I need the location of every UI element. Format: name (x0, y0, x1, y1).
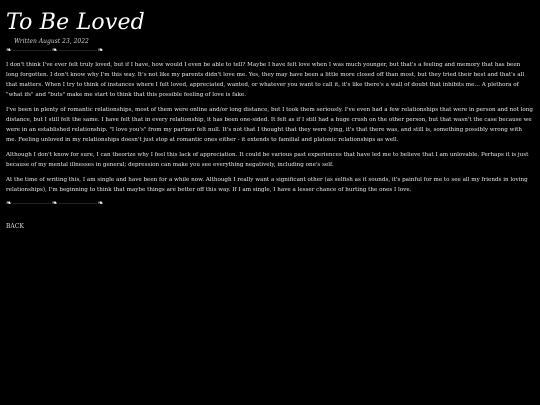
bottom-divider (6, 200, 534, 207)
divider-line (13, 203, 51, 204)
post-title: To Be Loved (6, 10, 145, 35)
divider-line (59, 203, 97, 204)
divider-line (59, 50, 97, 51)
top-divider (6, 47, 534, 54)
flourish-icon: ❧ (6, 46, 12, 54)
flourish-icon: ❧ (51, 46, 58, 54)
flourish-icon: ❧ (97, 199, 104, 207)
divider-line (13, 50, 51, 51)
post-paragraph-4: At the time of writing this, I am single and have been for a while now. Although I really want a significant other (as selfish as it sounds, it's painful for me to see all my friends in loving relationships), I'm beginning to think that maybe things are better off this way. If I am single, I have a lesser chance of hurting the ones I love. (6, 177, 528, 193)
post-paragraph-3: Although I don't know for sure, I can theorize why I feel this lack of appreciation. It could be various past experiences that have led me to believe that I am unlovable. Perhaps it is just because of my mental illnesses in general; depression can make you see everything negatively, including one's self. (6, 152, 529, 168)
flourish-icon: ❧ (6, 199, 12, 207)
post-paragraph-1: I don't think I've ever felt truly loved, but if I have, how would I even be able to tell? Maybe I have felt love when I was much younger, but that's a feeling and memory that has been long forgotten. I don't know why I'm this way. It's not like my parents didn't love me. Yes, they may have been a little more closed off than most, but they tried their best and that's all that matters. When I try to think of instances where I felt loved, appreciated, wanted, or whatever you want to call it, it's like there's a wall of doubt that inhibits me… A plethora of "what ifs" and "buts" make me start to think that this possible feeling of love is fake. (6, 62, 525, 98)
flourish-icon: ❧ (51, 199, 58, 207)
back-link[interactable]: BACK (6, 223, 24, 230)
flourish-icon: ❧ (97, 46, 104, 54)
post-paragraph-2: I've been in plenty of romantic relationships, most of them were online and/or long distance, but I took them seriously. I've even had a few relationships that were in person and not long distance, but I still felt the same. I have felt that in every relationship, it has been one-sided. It felt as if I still had a huge crush on the other person, but that wasn't the case because we were in an established relationship. "I love you's" from my partner felt null. It's not that I thought that they were lying, it's that there was, and still is, something possibly wrong with me. Feeling unloved in my relationships doesn't just stop at romantic ones either - it extends to familial and platonic relationships as well. (6, 107, 533, 143)
post-date: Written August 23, 2022 (14, 38, 89, 45)
